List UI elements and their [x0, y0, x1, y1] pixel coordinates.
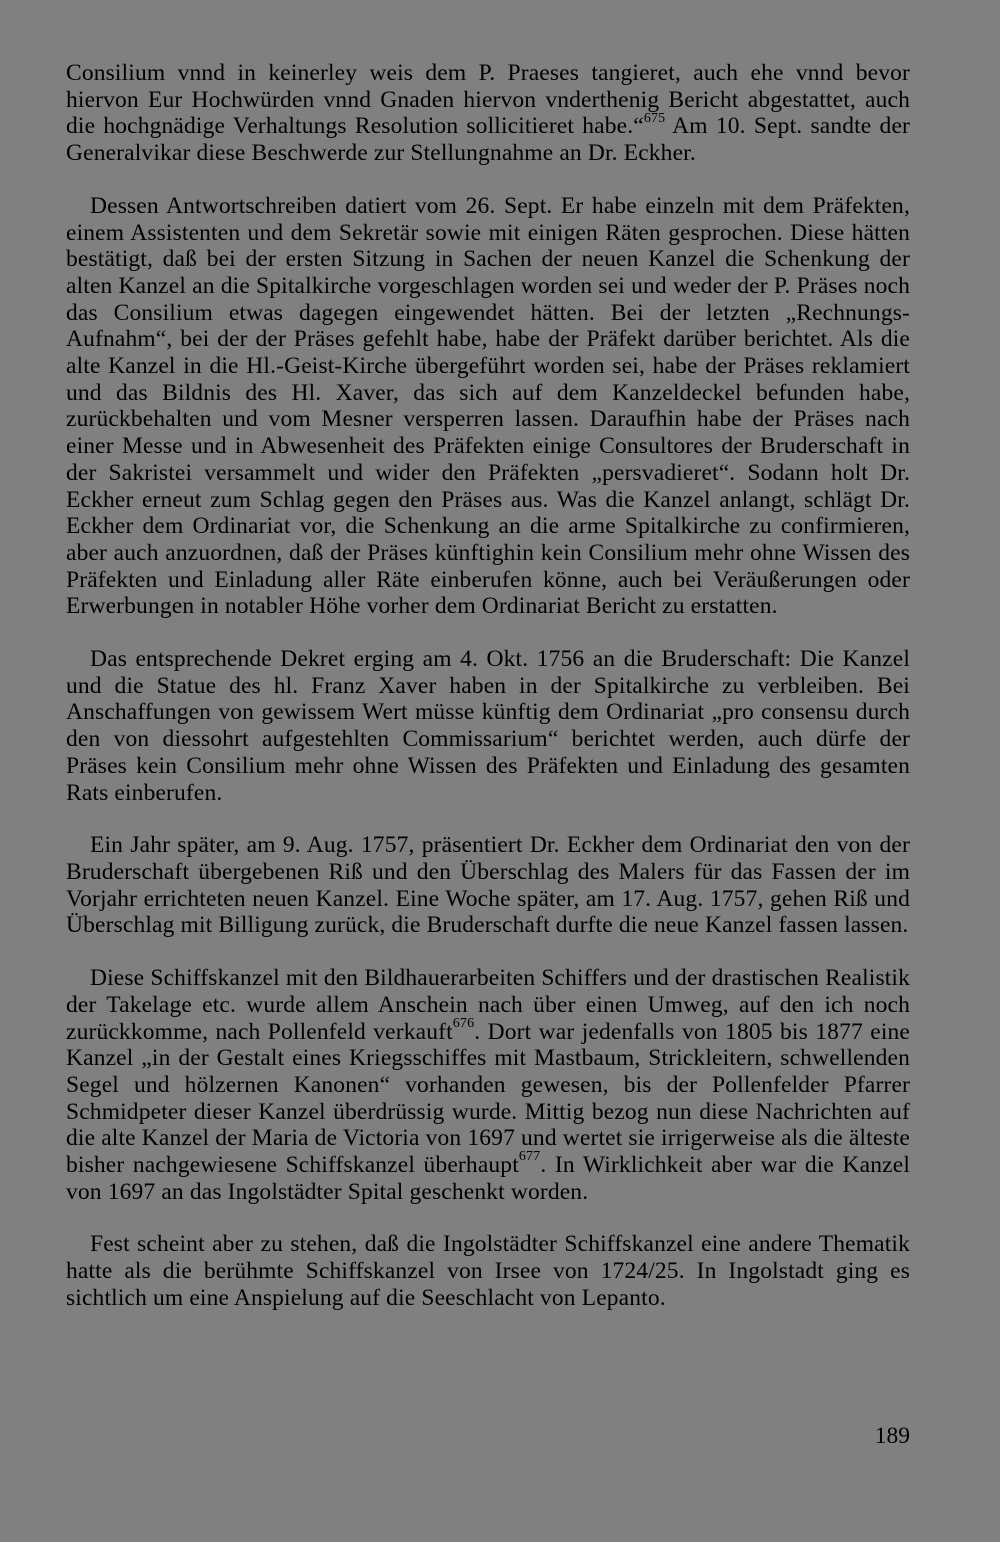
- page-number: 189: [874, 1423, 910, 1449]
- paragraph-text: Dessen Antwortschreiben datiert vom 26. Sept. Er habe einzeln mit dem Präfekten, einem Assistenten und dem Sekretär sowie mit einigen Räten gesprochen. Diese hätten bestätigt, daß bei der ersten Sitzung in Sachen der neuen Kanzel die Schenkung der alten Kanzel an die Spitalkirche vorgeschlagen worden sei und weder der P. Präses noch das Consilium etwas dagegen eingewendet hätten. Bei der letzten „Rechnungs-Aufnahm“, bei der der Präses gefehlt habe, habe der Präfekt darüber berichtet. Als die alte Kanzel in die Hl.-Geist-Kirche übergeführt worden sei, habe der Präses reklamiert und das Bildnis des Hl. Xaver, das sich auf dem Kanzeldeckel befunden habe, zurückbehalten und vom Mesner versperren lassen. Daraufhin habe der Präses nach einer Messe und in Abwesenheit des Präfekten einige Consultores der Bruderschaft in der Sakristei versammelt und wider den Präfekten „persvadieret“. Sodann holt Dr. Eckher erneut zum Schlag gegen den Präses aus. Was die Kanzel anlangt, schlägt Dr. Eckher dem Ordinariat vor, die Schenkung an die arme Spitalkirche zu confirmieren, aber auch anzuordnen, daß der Präses künftighin kein Consilium mehr ohne Wissen des Präfekten und Einladung aller Räte einberufen könne, auch bei Veräußerungen oder Erwerbungen in notabler Höhe vorher dem Ordinariat Bericht zu erstatten.: [66, 192, 910, 620]
- footnote-ref: 675: [643, 110, 666, 126]
- paragraph: [66, 965, 910, 1205]
- paragraph-text: Das entsprechende Dekret erging am 4. Okt. 1756 an die Bruderschaft: Die Kanzel und die Statue des hl. Franz Xaver haben in der Spitalkirche zu verbleiben. Bei Anschaffungen von gewissem Wert müsse künftig dem Ordinariat „pro consensu durch den von diessohrt aufgestehlten Commissarium“ berichtet werden, auch dürfe der Präses kein Consilium mehr ohne Wissen des Präfekten und Einladung des gesamten Rats einberufen.: [66, 646, 910, 806]
- paragraph: [66, 60, 910, 167]
- paragraph: [66, 1231, 910, 1311]
- footnote-ref: 677: [518, 1149, 541, 1165]
- page-body: [66, 60, 910, 1338]
- paragraph-text: Ein Jahr später, am 9. Aug. 1757, präsentiert Dr. Eckher dem Ordinariat den von der Bruderschaft übergebenen Riß und den Überschlag des Malers für das Fassen der im Vorjahr errichteten neuen Kanzel. Eine Woche später, am 17. Aug. 1757, gehen Riß und Überschlag mit Billigung zurück, die Bruderschaft durfte die neue Kanzel fassen lassen.: [66, 832, 910, 939]
- paragraph-text: Am 10. Sept. sandte der Generalvikar diese Beschwerde zur Stellungnahme an Dr. Eckher.: [66, 113, 911, 167]
- paragraph-text: . Dort war jedenfalls von 1805 bis 1877 eine Kanzel „in der Gestalt eines Kriegsschiffes mit Mastbaum, Strickleitern, schwellenden Segel und hölzernen Kanonen“ vorhanden gewesen, bis der Pollenfelder Pfarrer Schmidpeter dieser Kanzel überdrüssig wurde. Mittig bezog nun diese Nachrichten auf die alte Kanzel der Maria de Victoria von 1697 und wertet sie irrigerweise als die älteste bisher nachgewiesene Schiffskanzel überhaupt: [66, 1018, 910, 1179]
- paragraph-text: . In Wirklichkeit aber war die Kanzel von 1697 an das Ingolstädter Spital geschenkt worden.: [66, 1152, 910, 1205]
- footnote-ref: 676: [452, 1015, 475, 1031]
- paragraph: [66, 646, 910, 806]
- paragraph: [66, 193, 910, 620]
- paragraph-text: Diese Schiffskanzel mit den Bildhauerarbeiten Schiffers und der drastischen Realistik der Takelage etc. wurde allem Anschein nach über einen Umweg, auf den ich noch zurückkomme, nach Pollenfeld verkauft: [66, 965, 910, 1045]
- paragraph-text: Consilium vnnd in keinerley weis dem P. Praeses tangieret, auch ehe vnnd bevor hiervon Eur Hochwürden vnnd Gnaden hiervon vnderthenig Bericht abgestattet, auch die hochgnädige Verhaltungs Resolution sollicitieret habe.“: [66, 60, 910, 140]
- paragraph-text: Fest scheint aber zu stehen, daß die Ingolstädter Schiffskanzel eine andere Thematik hatte als die berühmte Schiffskanzel von Irsee von 1724/25. In Ingolstadt ging es sichtlich um eine Anspielung auf die Seeschlacht von Lepanto.: [66, 1231, 910, 1311]
- paragraph: [66, 832, 910, 939]
